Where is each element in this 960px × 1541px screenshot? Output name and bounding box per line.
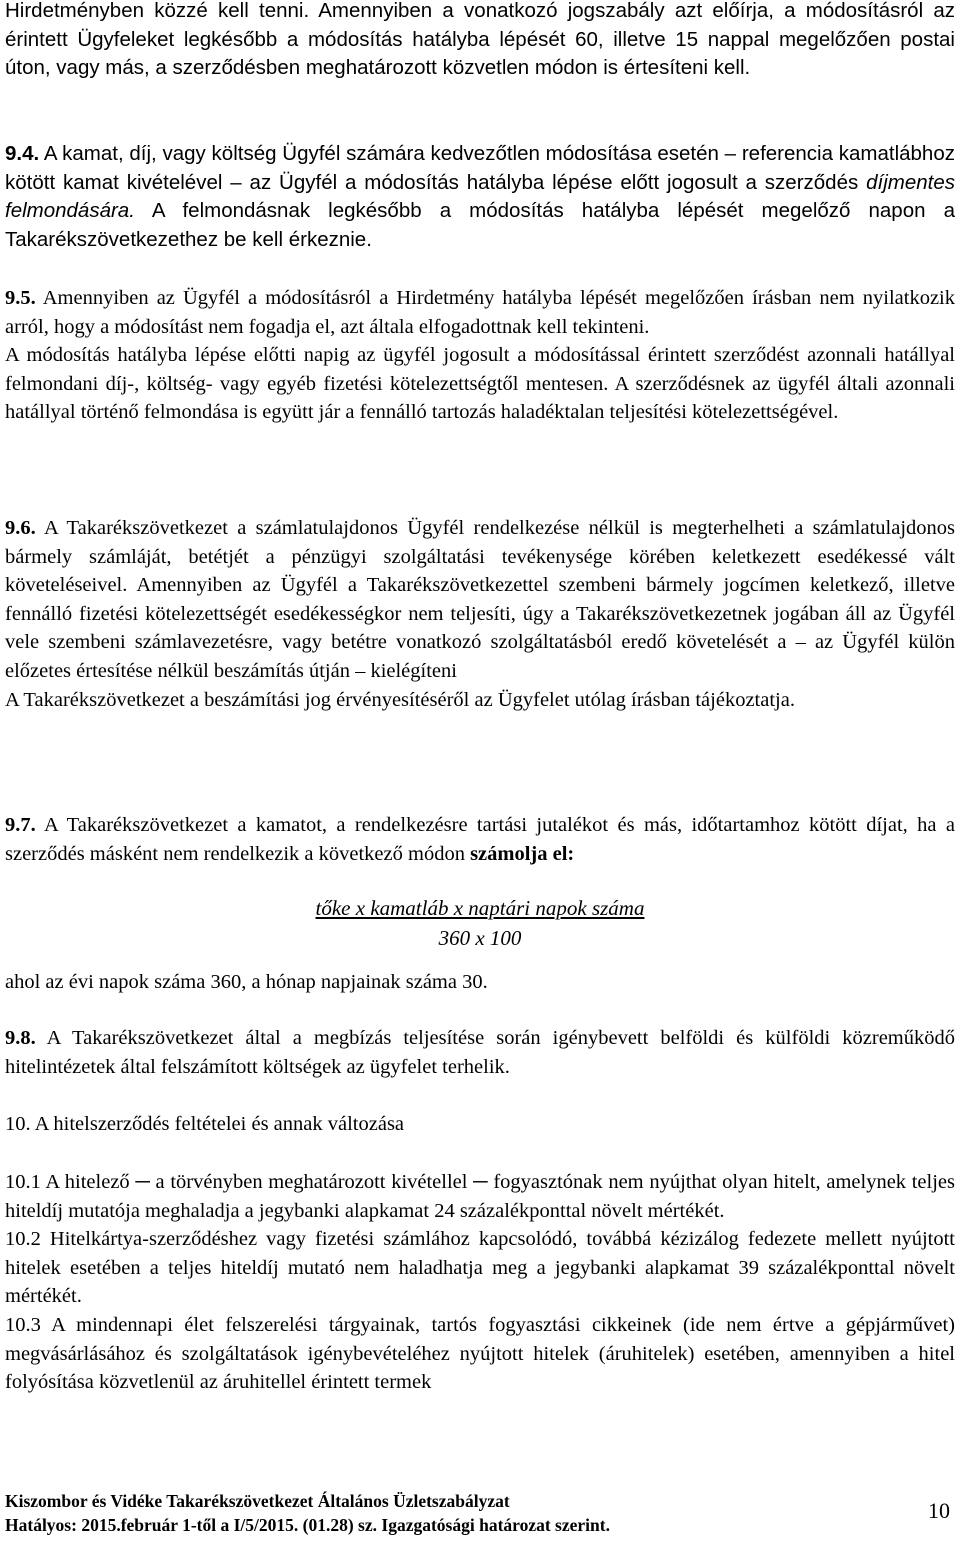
section-9-4	[5, 140, 955, 254]
section-heading: 10. A hitelszerződés feltételei és annak változása	[5, 1113, 405, 1135]
formula-note-text: ahol az évi napok száma 360, a hónap napjainak száma 30.	[5, 971, 488, 993]
page-footer	[5, 1489, 955, 1537]
section-9-7	[5, 811, 955, 868]
section-text: A felmondásnak legkésőbb a módosítás hatályba lépését megelőző napon a Takarékszövetkezethez be kell érkeznie.	[5, 199, 955, 251]
section-number: 9.6.	[5, 517, 36, 539]
footer-effective-date: Hatályos: 2015.február 1-től a I/5/2015. (01.28) sz. Igazgatósági határozat szerint.	[5, 1515, 610, 1535]
section-number: 9.7.	[5, 814, 36, 836]
section-number: 9.5.	[5, 287, 36, 309]
formula-numerator: tőke x kamatláb x naptári napok száma	[315, 896, 645, 920]
section-text: A módosítás hatályba lépése előtti napig az ügyfél jogosult a módosítással érintett szerződést azonnali hatállyal felmondani díj-, költség- vagy egyéb fizetési kötelezettségtől mentesen. A szerződésnek az ügyfél általi azonnali hatállyal történő felmondása is együtt jár a fennálló tartozás haladéktalan teljesítési kötelezettségével.	[5, 344, 955, 424]
section-text: Amennyiben az Ügyfél a módosításról a Hirdetmény hatályba lépését megelőzően írásban nem nyilatkozik arról, hogy a módosítást nem fogadja el, azt általa elfogadottnak kell tekinteni.	[5, 287, 955, 338]
page-number: 10	[928, 1498, 950, 1523]
section-emphasis: díjmentes felmondására.	[5, 170, 955, 223]
section-number: 9.8.	[5, 1027, 36, 1049]
section-text: A Takarékszövetkezet a kamatot, a rendelkezésre tartási jutalékot és más, időtartamhoz kötött díjat, ha a szerződés másként nem rendelkezik a következő módon	[5, 814, 955, 865]
intro-text: Hirdetményben közzé kell tenni. Amennyiben a vonatkozó jogszabály azt előírja, a módosításról az érintett Ügyfeleket legkésőbb a módosítás hatályba lépését 60, illetve 15 nappal megelőzően postai úton, vagy más, a szerződésben meghatározott közvetlen módon is értesíteni kell.	[5, 0, 955, 80]
formula-note	[5, 968, 955, 997]
paragraph-intro	[5, 0, 955, 83]
section-number: 9.4.	[5, 142, 40, 165]
section-10-heading	[5, 1110, 955, 1139]
section-text: A Takarékszövetkezet által a megbízás teljesítése során igénybevett belföldi és külföldi közreműködő hitelintézetek által felszámított költségek az ügyfelet terhelik.	[5, 1027, 955, 1078]
section-9-8	[5, 1024, 955, 1081]
section-bold-text: számolja el:	[470, 842, 575, 865]
paragraph-10-1: 10.1 A hitelező ─ a törvényben meghatározott kivétellel ─ fogyasztónak nem nyújthat olyan hitelt, amelynek teljes hiteldíj mutatója meghaladja a jegybanki alapkamat 24 százalékponttal növelt mértékét.	[5, 1171, 955, 1222]
paragraph-10-3: 10.3 A mindennapi élet felszerelési tárgyainak, tartós fogyasztási cikkeinek (ide nem értve a gépjárművet) megvásárlásához és szolgáltatások igénybevételéhez nyújtott hitelek (áruhitelek) esetében, amennyiben a hitel folyósítása közvetlenül az áruhitellel érintett termek	[5, 1313, 955, 1394]
section-10-body	[5, 1168, 955, 1397]
section-text: A Takarékszövetkezet a beszámítási jog érvényesítéséről az Ügyfelet utólag írásban tájékoztatja.	[5, 688, 795, 711]
footer-title: Kiszombor és Vidéke Takarékszövetkezet Általános Üzletszabályzat	[5, 1491, 510, 1511]
section-9-6	[5, 514, 955, 714]
section-text: A kamat, díj, vagy költség Ügyfél számára kedvezőtlen módosítása esetén – referencia kamatlábhoz kötött kamat kivételével – az Ügyfél a módosítás hatályba lépése előtt jogosult a szerződés	[5, 142, 955, 194]
paragraph-10-2: 10.2 Hitelkártya-szerződéshez vagy fizetési számlához kapcsolódó, továbbá kézizálog fedezete mellett nyújtott hitelek esetében a teljes hiteldíj mutató nem haladhatja meg a jegybanki alapkamat 39 százalékponttal növelt mértékét.	[5, 1228, 955, 1308]
section-text: A Takarékszövetkezet a számlatulajdonos Ügyfél rendelkezése nélkül is megterhelheti a számlatulajdonos bármely számláját, betétjét a pénzügyi szolgáltatási tevékenysége körében keletkezett esedékessé vált követeléseivel. Amennyiben az Ügyfél a Takarékszövetkezettel szembeni bármely jogcímen keletkező, illetve fennálló fizetési kötelezettségét esedékességkor nem teljesíti, úgy a Takarékszövetkezetnek jogában áll az Ügyfél vele szembeni számlavezetésre, vagy betétre vonatkozó szolgáltatásból eredő követelését a – az Ügyfél külön előzetes értesítése nélkül beszámítás útján – kielégíteni	[5, 517, 955, 682]
formula-denominator: 360 x 100	[438, 926, 522, 950]
section-9-5	[5, 284, 955, 427]
